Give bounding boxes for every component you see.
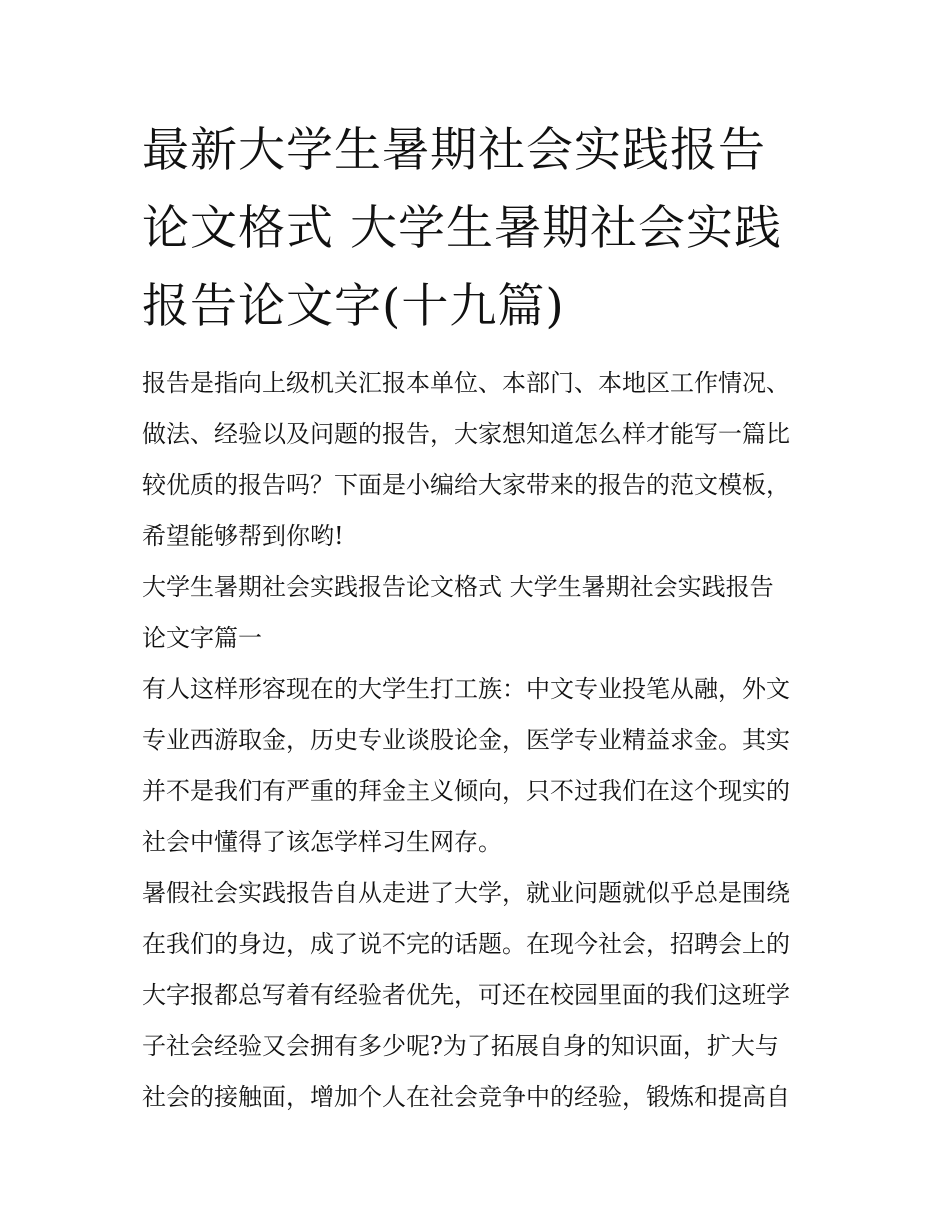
text-line: 论文字篇一 (142, 624, 262, 652)
title-line: 论文格式 大学生暑期社会实践 (142, 201, 782, 256)
intro-paragraph (142, 358, 814, 562)
text-line: 有人这样形容现在的大学生打工族：中文专业投笔从融，外文 (142, 675, 790, 703)
text-line: 社会中懂得了该怎学样习生网存。 (142, 828, 502, 856)
text-line: 大学生暑期社会实践报告论文格式 大学生暑期社会实践报告 (142, 573, 774, 601)
document-page (142, 112, 814, 1123)
document-body (142, 358, 814, 1123)
title-line: 最新大学生暑期社会实践报告 (142, 123, 766, 178)
body-paragraph (142, 664, 814, 868)
title-line: 报告论文字(十九篇) (142, 279, 565, 334)
text-line: 较优质的报告吗？下面是小编给大家带来的报告的范文模板， (142, 471, 790, 499)
section-heading (142, 562, 814, 664)
text-line: 并不是我们有严重的拜金主义倾向，只不过我们在这个现实的 (142, 777, 790, 805)
text-line: 子社会经验又会拥有多少呢?为了拓展自身的知识面，扩大与 (142, 1032, 779, 1060)
text-line: 在我们的身边，成了说不完的话题。在现今社会，招聘会上的 (142, 930, 790, 958)
text-line: 社会的接触面，增加个人在社会竞争中的经验，锻炼和提高自 (142, 1083, 790, 1111)
text-line: 希望能够帮到你哟! (142, 522, 344, 550)
text-line: 暑假社会实践报告自从走进了大学，就业问题就似乎总是围绕 (142, 879, 790, 907)
text-line: 报告是指向上级机关汇报本单位、本部门、本地区工作情况、 (142, 369, 790, 397)
text-line: 大字报都总写着有经验者优先，可还在校园里面的我们这班学 (142, 981, 790, 1009)
text-line: 专业西游取金，历史专业谈股论金，医学专业精益求金。其实 (142, 726, 790, 754)
text-line: 做法、经验以及问题的报告，大家想知道怎么样才能写一篇比 (142, 420, 790, 448)
document-title (142, 112, 814, 346)
body-paragraph (142, 868, 814, 1123)
